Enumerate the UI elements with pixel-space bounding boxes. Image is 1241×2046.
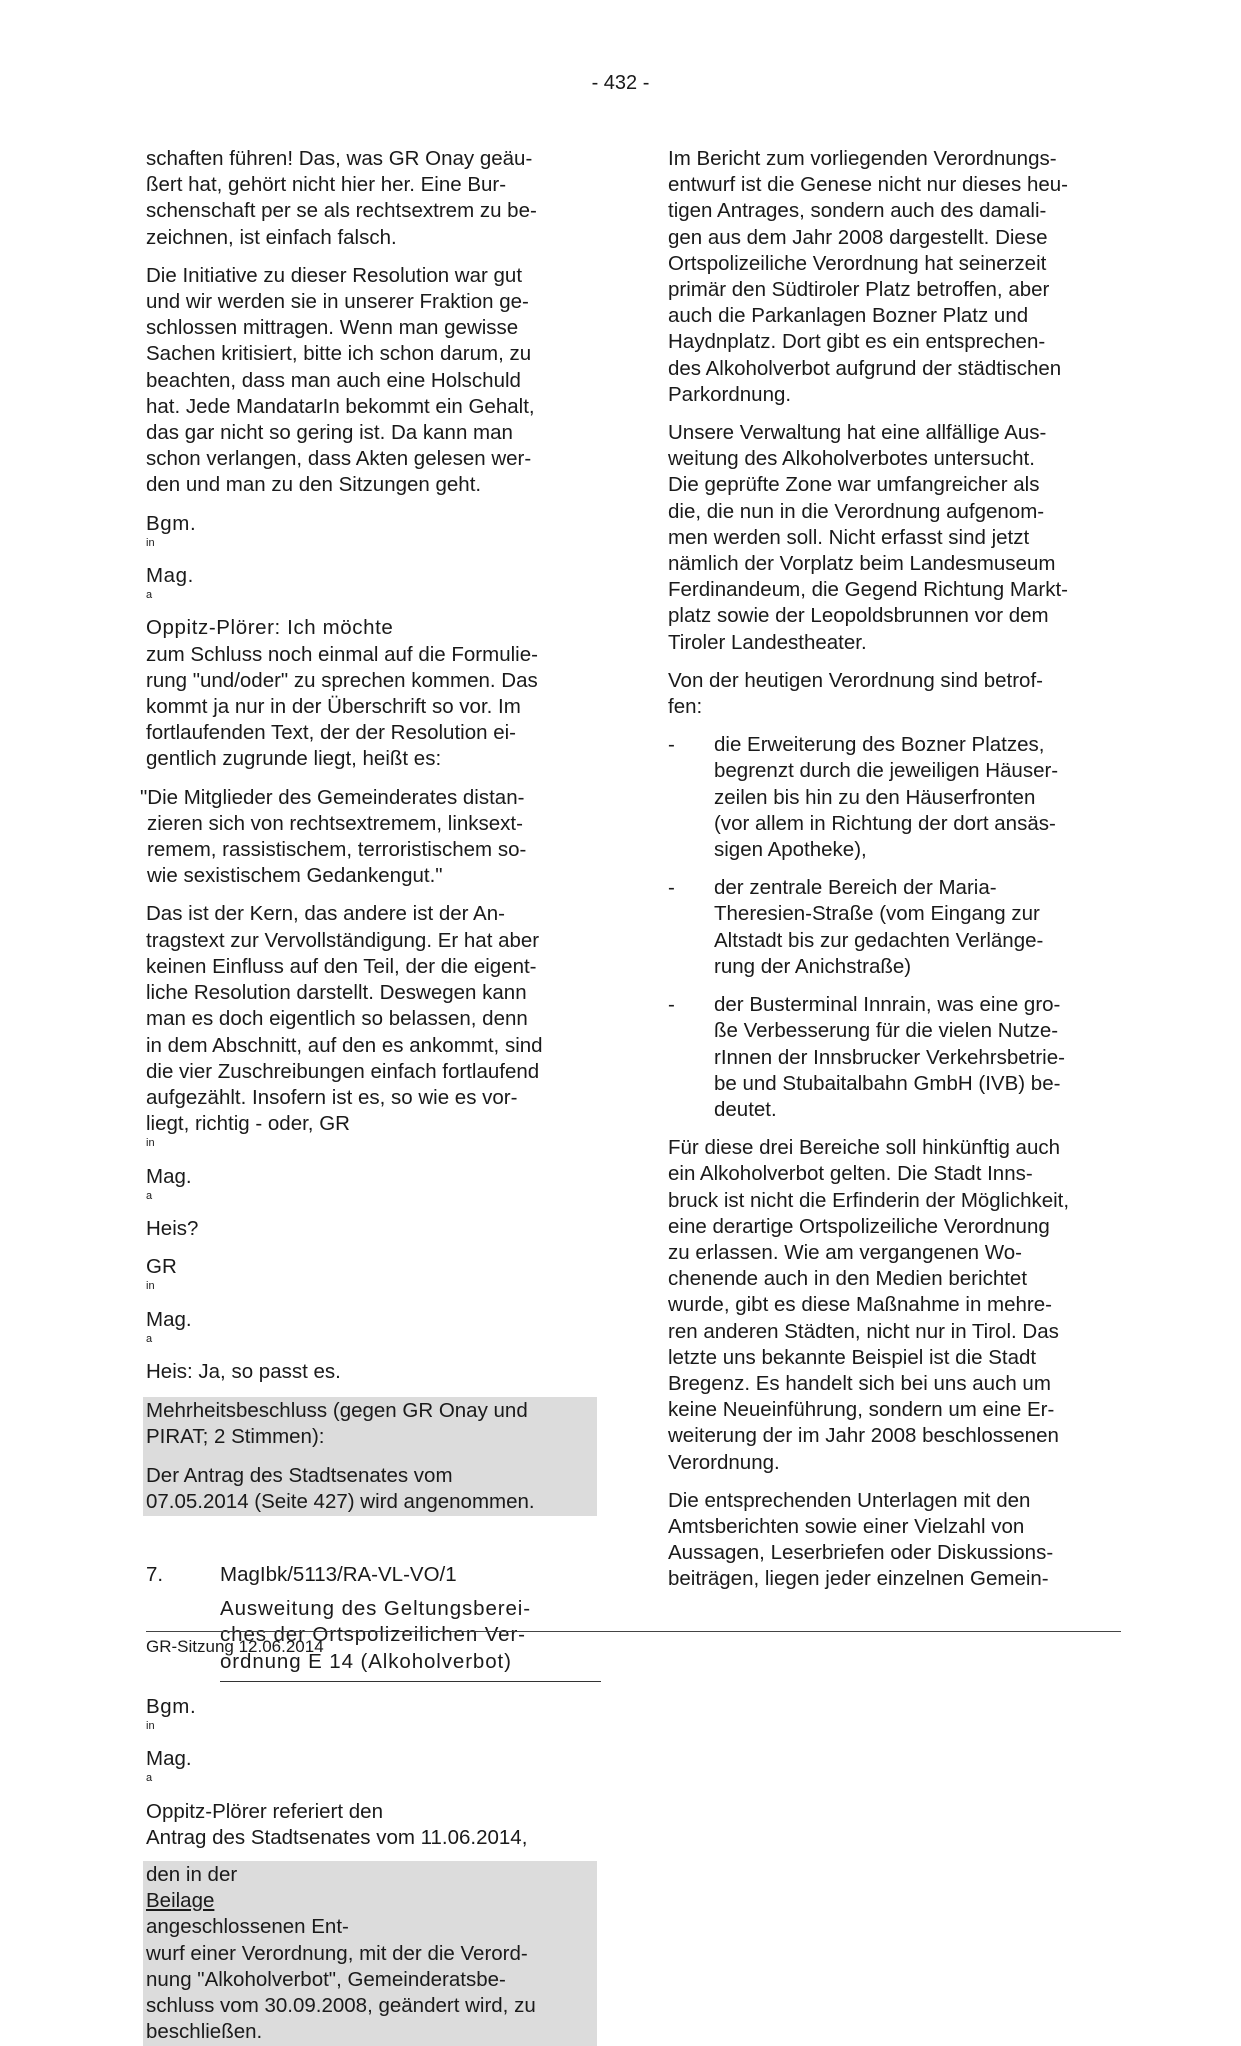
agenda-item-header [146,1562,600,1588]
text-line: schenschaft per se als rechtsextrem zu be- [146,199,537,223]
text-line: Ferdinandeum, die Gegend Richtung Markt- [668,578,1068,602]
text-line: zeilen bis hin zu den Häuserfronten [714,785,1036,809]
text-line: wurde, gibt es diese Maßnahme in mehre- [668,1293,1052,1317]
text-line: zu erlassen. Wie am vergangenen Wo- [668,1240,1022,1264]
agenda-item-number: 7. [146,1562,164,1586]
text-line: die Erweiterung des Bozner Platzes, [714,733,1045,757]
text-line: den in der Beilage angeschlossenen Ent- [146,1862,597,1941]
speaker-line [146,511,600,642]
speaker-name: Oppitz-Plörer: Ich möchte [146,616,394,640]
text-line: remem, rassistischem, terroristischem so- [147,838,527,862]
right-paragraph-4 [668,1135,1120,1476]
text-line: deutet. [714,1097,777,1121]
motion-box [143,1861,597,2046]
text-line: auch die Parkanlagen Bozner Platz und [668,304,1029,328]
text-line: des Alkoholverbot aufgrund der städtischen [668,356,1062,380]
text-line: Haydnplatz. Dort gibt es ein entsprechen- [668,330,1046,354]
text-line: PIRAT; 2 Stimmen): [146,1425,325,1449]
text-line: gentlich zugrunde liegt, heißt es: [146,747,442,771]
text-line: kommt ja nur in der Überschrift so vor. Im [146,695,521,719]
text-line: weiterung der im Jahr 2008 beschlossenen [668,1424,1059,1448]
decision-text [146,1463,597,1515]
text-line: begrenzt durch die jeweiligen Häuser- [714,759,1059,783]
right-paragraph-5 [668,1488,1120,1593]
councillor-reply [146,1254,600,1385]
text-line: ren anderen Städten, nicht nur in Tirol. Das [668,1319,1059,1343]
text-line: "Die Mitglieder des Gemeinderates distan- [140,785,525,809]
text-line: hat. Jede MandatarIn bekommt ein Gehalt, [146,394,535,418]
affected-areas-list [668,732,1120,1123]
text-line: fortlaufenden Text, der der Resolution ei- [146,721,516,745]
superscript: in [146,1137,155,1150]
superscript: a [146,1772,153,1785]
text-line: rung "und/oder" zu sprechen kommen. Das [146,668,538,692]
text-line: wurf einer Verordnung, mit der die Verord- [146,1941,528,1965]
list-dash: - [668,993,675,1017]
text-line: ches der Ortspolizeilichen Ver- [220,1623,526,1647]
text-line: primär den Südtiroler Platz betroffen, aber [668,278,1050,302]
text-line: sigen Apotheke), [714,838,867,862]
right-paragraph-3 [668,668,1120,720]
superscript: in [146,536,155,549]
left-paragraph-4 [146,901,600,1242]
text-line: die vier Zuschreibungen einfach fortlaufend [146,1059,540,1083]
text-line: nämlich der Vorplatz beim Landesmuseum [668,552,1056,576]
text-line: liegt, richtig - oder, GR $^{in}$ Mag. $^a$ Heis? [146,1112,350,1240]
left-column [140,146,600,2046]
text-line: men werden soll. Nicht erfasst sind jetzt [668,525,1030,549]
text-line: Parkordnung. [668,382,792,406]
text-line: letzte uns bekannte Beispiel ist die Stadt [668,1345,1037,1369]
text-line: Verordnung. [668,1450,780,1474]
text-line: der zentrale Bereich der Maria- [714,876,997,900]
text-line: be und Stubaitalbahn GmbH (IVB) be- [714,1071,1061,1095]
text-line: fen: [668,695,703,719]
text-line: ordnung E 14 (Alkoholverbot) [220,1649,512,1673]
text-line: die, die nun in die Verordnung aufgenom- [668,499,1045,523]
superscript: a [146,589,153,602]
list-item-text [714,732,1058,863]
text-line: zieren sich von rechtsextremem, linksext- [147,811,523,835]
text-line: schaften führen! Das, was GR Onay geäu- [146,147,533,170]
text-line: zeichnen, ist einfach falsch. [146,225,397,249]
text-line: tigen Antrages, sondern auch des damali- [668,199,1047,223]
list-item [668,992,1120,1123]
text-line: beschließen. [146,2020,263,2044]
text-line: beachten, dass man auch eine Holschuld [146,368,521,392]
text-line: weitung des Alkoholverbotes untersucht. [668,447,1035,471]
text-line: Der Antrag des Stadtsenates vom [146,1463,453,1487]
text-line: Tiroler Landestheater. [668,630,867,654]
text-line: aufgezählt. Insofern ist es, so wie es vor- [146,1085,518,1109]
text-line: rung der Anichstraße) [714,954,912,978]
list-dash: - [668,876,675,900]
speaker-title: Bgm. [146,511,197,535]
mayor-statement [146,511,600,773]
text-line: liche Resolution darstellt. Deswegen kann [146,981,527,1005]
speaker-degree: Mag. [146,564,194,588]
superscript: a [146,1189,153,1202]
text-line: Ortspolizeiliche Verordnung hat seinerzeit [668,251,1047,275]
text-line: ße Verbesserung für die vielen Nutze- [714,1019,1059,1043]
text-line: Bregenz. Es handelt sich bei uns auch um [668,1371,1051,1395]
attachment-link[interactable]: Beilage [146,1889,215,1913]
superscript: a [146,1332,153,1345]
right-paragraph-1 [668,146,1120,408]
right-paragraph-2 [668,420,1120,656]
footer-session-date: GR-Sitzung 12.06.2014 [146,1637,324,1656]
text-line: Aussagen, Leserbriefen oder Diskussions- [668,1541,1054,1565]
text-line: 07.05.2014 (Seite 427) wird angenommen. [146,1489,535,1513]
text-line: Die Initiative zu dieser Resolution war gut [146,263,523,287]
text-line: man es doch eigentlich so belassen, denn [146,1007,528,1031]
text-line: rInnen der Innsbrucker Verkehrsbetrie- [714,1045,1065,1069]
text-line: Von der heutigen Verordnung sind betrof- [668,668,1043,692]
text-line: ßert hat, gehört nicht hier her. Eine Bur- [146,173,507,197]
text-line: Mehrheitsbeschluss (gegen GR Onay und [146,1399,528,1423]
right-column [668,146,1120,1605]
resolution-quote [140,785,600,890]
mayor-referral [146,1694,600,1851]
text-line: in dem Abschnitt, auf den es ankommt, sind [146,1033,543,1057]
text-line: schluss vom 30.09.2008, geändert wird, zu [146,1994,536,2017]
left-paragraph-2 [146,263,600,499]
text-line: Sachen kritisiert, bitte ich schon darum, zu [146,342,532,366]
text-line: Bgm. $^{in}$ Mag. $^a$ Oppitz-Plörer referiert den [146,1694,383,1823]
text-line: Antrag des Stadtsenates vom 11.06.2014, [146,1825,528,1849]
text-line: der Busterminal Innrain, was eine gro- [714,993,1061,1017]
text-line: gen aus dem Jahr 2008 dargestellt. Diese [668,225,1048,249]
left-paragraph-1 [146,146,600,251]
text-line: Altstadt bis zur gedachten Verlänge- [714,928,1044,952]
list-item [668,875,1120,980]
text-line: nung "Alkoholverbot", Gemeinderatsbe- [146,1967,506,1991]
text-line: (vor allem in Richtung der dort ansäs- [714,811,1056,835]
list-item-text [714,992,1065,1123]
text-line: den und man zu den Sitzungen geht. [146,473,482,497]
list-dash: - [668,733,675,757]
text-line: bruck ist nicht die Erfinderin der Möglichkeit, [668,1188,1070,1212]
text-line: GR $^{in}$ Mag. $^a$ Heis: Ja, so passt es. [146,1255,341,1383]
text-line: Das ist der Kern, das andere ist der An- [146,902,505,926]
text-line: wie sexistischem Gedankengut." [147,864,443,888]
footer-divider [146,1631,1121,1632]
text-line: das gar nicht so gering ist. Da kann man [146,421,513,445]
text-line: schlossen mittragen. Wenn man gewisse [146,316,519,340]
text-line: Im Bericht zum vorliegenden Verordnungs- [668,147,1057,170]
decision-box [143,1397,597,1516]
text-line: Die entsprechenden Unterlagen mit den [668,1488,1031,1512]
text-line: tragstext zur Vervollständigung. Er hat aber [146,928,540,952]
text-line: beiträgen, liegen jeder einzelnen Gemein- [668,1567,1049,1591]
text-line: chenende auch in den Medien berichtet [668,1267,1028,1291]
list-item [668,732,1120,863]
superscript: in [146,1280,155,1293]
text-line: platz sowie der Leopoldsbrunnen vor dem [668,604,1049,628]
text-line: Theresien-Straße (vom Eingang zur [714,902,1040,926]
text-line: entwurf ist die Genese nicht nur dieses heu- [668,173,1068,197]
text-line: Ausweitung des Geltungsberei- [220,1597,531,1621]
text-line: keine Neueinführung, sondern um eine Er- [668,1398,1055,1422]
text-line: ein Alkoholverbot gelten. Die Stadt Inns- [668,1162,1033,1186]
agenda-item [146,1562,600,1682]
superscript: in [146,1719,155,1732]
text-line: eine derartige Ortspolizeiliche Verordnung [668,1214,1050,1238]
text-line: Die geprüfte Zone war umfangreicher als [668,473,1040,497]
agenda-item-code: MagIbk/5113/RA-VL-VO/1 [220,1562,457,1586]
text-line: Unsere Verwaltung hat eine allfällige Aus- [668,421,1047,445]
page-number: - 432 - [591,72,650,94]
decision-result [146,1398,597,1450]
list-item-text [714,875,1043,980]
text-line: zum Schluss noch einmal auf die Formulie- [146,642,538,666]
text-line: Amtsberichten sowie einer Vielzahl von [668,1514,1025,1538]
text-line: Für diese drei Bereiche soll hinkünftig auch [668,1136,1060,1160]
text-line: und wir werden sie in unserer Fraktion ge- [146,290,529,314]
motion-text [146,1862,597,2045]
text-line: keinen Einfluss auf den Teil, der die eigent- [146,954,537,978]
text-line: schon verlangen, dass Akten gelesen wer- [146,447,532,471]
